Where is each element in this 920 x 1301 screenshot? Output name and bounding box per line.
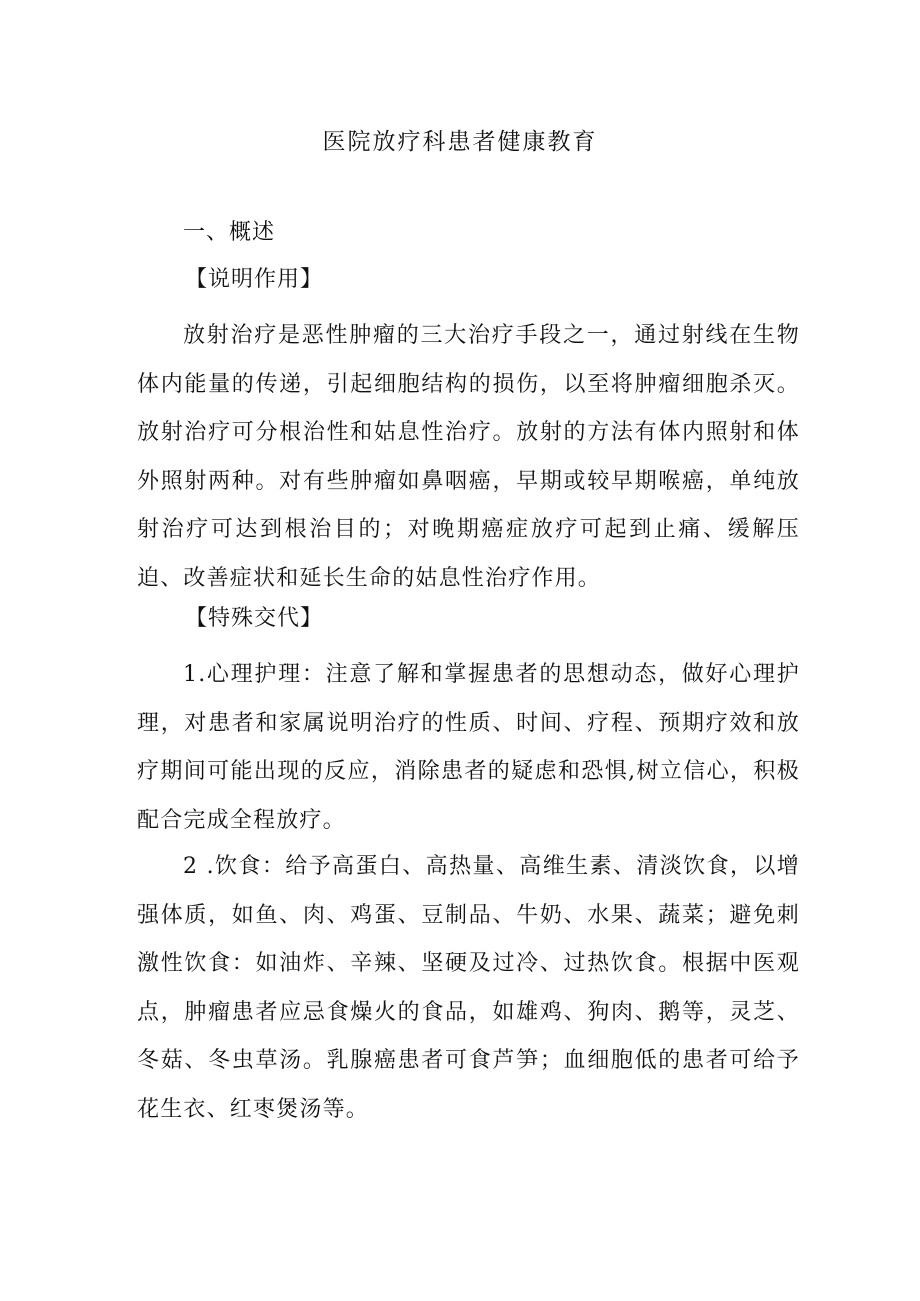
section-heading-overview: 一、概述 — [183, 220, 276, 245]
paragraph-diet: 2 .饮食：给予高蛋白、高热量、高维生素、清淡饮食，以增强体质，如鱼、肉、鸡蛋、豆制品、牛奶、水果、蔬菜；避免刺激性饮食：如油炸、辛辣、坚硬及过冷、过热饮食。根据中医观点，肿瘤患者应忌食燥火的食品，如雄鸡、狗肉、鹅等，灵芝、冬菇、冬虫草汤。乳腺癌患者可食芦笋；血细胞低的患者可给予花生衣、红枣煲汤等。 — [137, 854, 800, 1122]
document-title: 医院放疗科患者健康教育 — [322, 129, 598, 155]
subsection-label-purpose: 【说明作用】 — [185, 267, 324, 292]
subsection-label-special-notes: 【特殊交代】 — [185, 606, 324, 631]
paragraph-radiotherapy-overview: 放射治疗是恶性肿瘤的三大治疗手段之一，通过射线在生物体内能量的传递，引起细胞结构的损伤，以至将肿瘤细胞杀灭。放射治疗可分根治性和姑息性治疗。放射的方法有体内照射和体外照射两种。对有些肿瘤如鼻咽癌，早期或较早期喉癌，单纯放射治疗可达到根治目的；对晚期癌症放疗可起到止痛、缓解压迫、改善症状和延长生命的姑息性治疗作用。 — [137, 323, 800, 591]
paragraph-psychological-care: 1.心理护理：注意了解和掌握患者的思想动态，做好心理护理，对患者和家属说明治疗的性质、时间、疗程、预期疗效和放疗期间可能出现的反应，消除患者的疑虑和恐惧,树立信心，积极配合完成全程放疗。 — [137, 662, 800, 833]
